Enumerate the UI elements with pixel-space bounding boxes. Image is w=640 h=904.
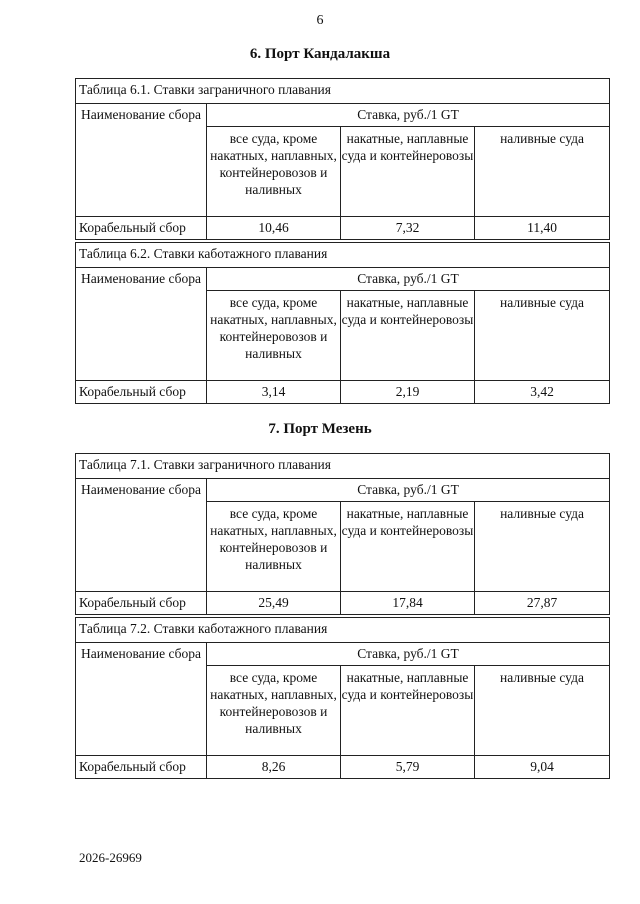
header-fee-name: Наименование сбора	[76, 643, 207, 756]
header-fee-name: Наименование сбора	[76, 104, 207, 217]
subheader-roro-container: накатные, наплавные суда и контейнеровозы	[341, 127, 475, 217]
value-cell: 8,26	[207, 756, 341, 779]
value-cell: 3,14	[207, 381, 341, 404]
value-cell: 25,49	[207, 592, 341, 615]
subheader-tankers: наливные суда	[475, 291, 610, 381]
row-label: Корабельный сбор	[76, 592, 207, 615]
table-caption: Таблица 7.2. Ставки каботажного плавания	[76, 618, 610, 643]
header-fee-name: Наименование сбора	[76, 268, 207, 381]
fee-table	[75, 242, 610, 404]
subheader-general-vessels: все суда, кроме накатных, наплавных, контейнеровозов и наливных	[207, 127, 341, 217]
value-cell: 2,19	[341, 381, 475, 404]
header-rate: Ставка, руб./1 GT	[207, 479, 610, 502]
header-rate: Ставка, руб./1 GT	[207, 643, 610, 666]
fee-table	[75, 617, 610, 779]
header-rate: Ставка, руб./1 GT	[207, 268, 610, 291]
value-cell: 17,84	[341, 592, 475, 615]
subheader-roro-container: накатные, наплавные суда и контейнеровозы	[341, 502, 475, 592]
section-heading: 7. Порт Мезень	[268, 421, 372, 437]
value-cell: 7,32	[341, 217, 475, 240]
value-cell: 5,79	[341, 756, 475, 779]
subheader-roro-container: накатные, наплавные суда и контейнеровозы	[341, 291, 475, 381]
subheader-tankers: наливные суда	[475, 502, 610, 592]
value-cell: 9,04	[475, 756, 610, 779]
fee-table	[75, 78, 610, 240]
subheader-general-vessels: все суда, кроме накатных, наплавных, контейнеровозов и наливных	[207, 666, 341, 756]
header-rate: Ставка, руб./1 GT	[207, 104, 610, 127]
subheader-roro-container: накатные, наплавные суда и контейнеровозы	[341, 666, 475, 756]
page-number: 6	[316, 13, 324, 28]
subheader-general-vessels: все суда, кроме накатных, наплавных, контейнеровозов и наливных	[207, 502, 341, 592]
document-number: 2026-26969	[79, 850, 142, 865]
fee-table	[75, 453, 610, 615]
value-cell: 27,87	[475, 592, 610, 615]
subheader-general-vessels: все суда, кроме накатных, наплавных, контейнеровозов и наливных	[207, 291, 341, 381]
value-cell: 10,46	[207, 217, 341, 240]
table-caption: Таблица 7.1. Ставки заграничного плавания	[76, 454, 610, 479]
header-fee-name: Наименование сбора	[76, 479, 207, 592]
table-caption: Таблица 6.1. Ставки заграничного плавания	[76, 79, 610, 104]
row-label: Корабельный сбор	[76, 756, 207, 779]
value-cell: 11,40	[475, 217, 610, 240]
section-heading: 6. Порт Кандалакша	[249, 46, 391, 62]
value-cell: 3,42	[475, 381, 610, 404]
row-label: Корабельный сбор	[76, 381, 207, 404]
row-label: Корабельный сбор	[76, 217, 207, 240]
subheader-tankers: наливные суда	[475, 127, 610, 217]
table-caption: Таблица 6.2. Ставки каботажного плавания	[76, 243, 610, 268]
subheader-tankers: наливные суда	[475, 666, 610, 756]
